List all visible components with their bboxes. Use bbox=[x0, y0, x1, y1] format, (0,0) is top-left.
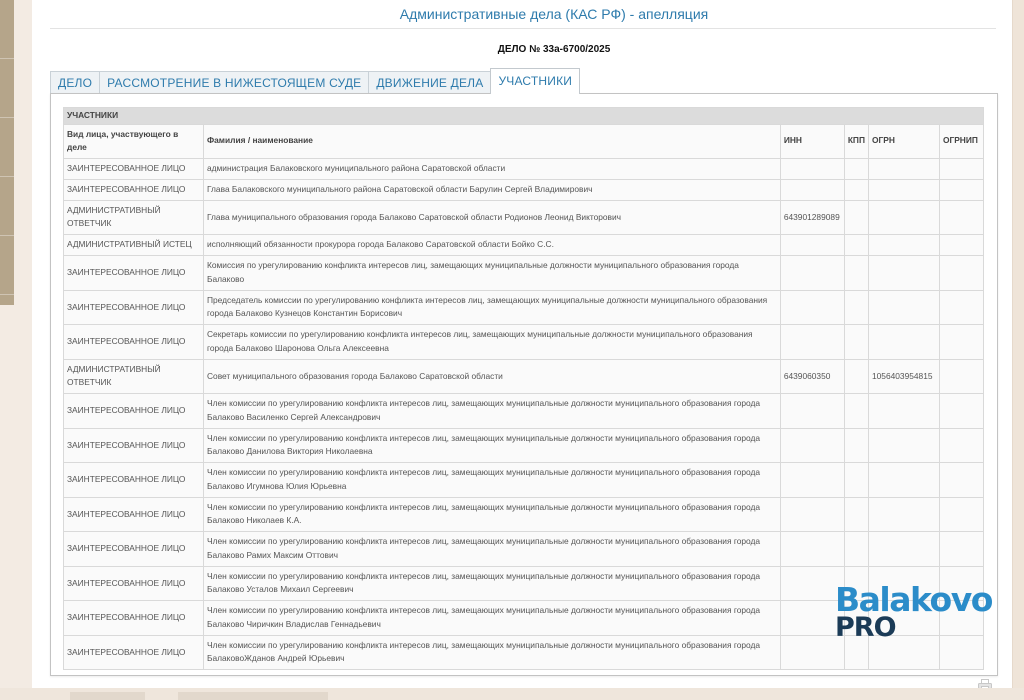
cell-kind: ЗАИНТЕРЕСОВАННОЕ ЛИЦО bbox=[64, 532, 204, 567]
tab-case-movement[interactable]: ДВИЖЕНИЕ ДЕЛА bbox=[368, 71, 491, 94]
cell-kpp bbox=[844, 463, 868, 498]
cell-ogrnip bbox=[939, 359, 983, 394]
cell-kind: ЗАИНТЕРЕСОВАННОЕ ЛИЦО bbox=[64, 179, 204, 200]
cell-kpp bbox=[844, 497, 868, 532]
right-decorative-strip bbox=[1012, 0, 1024, 700]
cell-kind: ЗАИНТЕРЕСОВАННОЕ ЛИЦО bbox=[64, 635, 204, 670]
cell-inn bbox=[780, 394, 844, 429]
cell-ogrn bbox=[868, 158, 939, 179]
table-row bbox=[64, 256, 984, 291]
cell-ogrnip bbox=[939, 256, 983, 291]
participants-panel bbox=[50, 93, 998, 676]
cell-kpp bbox=[844, 601, 868, 636]
cell-name: Член комиссии по урегулированию конфликта интересов лиц, замещающих муниципальные должности муниципального образования города БалаковоЖданов Андрей Юрьевич bbox=[203, 635, 780, 670]
cell-inn: 643901289089 bbox=[780, 200, 844, 235]
cell-ogrn bbox=[868, 325, 939, 360]
cell-ogrn bbox=[868, 235, 939, 256]
cell-inn: 6439060350 bbox=[780, 359, 844, 394]
cell-ogrnip bbox=[939, 290, 983, 325]
cell-kind: АДМИНИСТРАТИВНЫЙ ОТВЕТЧИК bbox=[64, 359, 204, 394]
cell-name: Член комиссии по урегулированию конфликта интересов лиц, замещающих муниципальные должности муниципального образования города Балаково Рамих Максим Оттович bbox=[203, 532, 780, 567]
header-divider bbox=[50, 28, 996, 29]
cell-name: Член комиссии по урегулированию конфликта интересов лиц, замещающих муниципальные должности муниципального образования города Балаково Николаев К.А. bbox=[203, 497, 780, 532]
cell-name: администрация Балаковского муниципального района Саратовской области bbox=[203, 158, 780, 179]
table-row bbox=[64, 566, 984, 601]
cell-kpp bbox=[844, 158, 868, 179]
cell-name: Секретарь комиссии по урегулированию конфликта интересов лиц, замещающих муниципальные должности муниципального образования города Балаково Шаронова Ольга Алексеевна bbox=[203, 325, 780, 360]
cell-inn bbox=[780, 179, 844, 200]
cell-ogrn bbox=[868, 290, 939, 325]
cell-kpp bbox=[844, 179, 868, 200]
cell-ogrn bbox=[868, 394, 939, 429]
tab-case[interactable]: ДЕЛО bbox=[50, 71, 100, 94]
cell-ogrnip bbox=[939, 635, 983, 670]
cell-name: Член комиссии по урегулированию конфликта интересов лиц, замещающих муниципальные должности муниципального образования города Балаково Чиричкин Владислав Геннадьевич bbox=[203, 601, 780, 636]
cell-name: Член комиссии по урегулированию конфликта интересов лиц, замещающих муниципальные должности муниципального образования города Балаково Усталов Михаил Сергеевич bbox=[203, 566, 780, 601]
cell-kind: ЗАИНТЕРЕСОВАННОЕ ЛИЦО bbox=[64, 158, 204, 179]
table-row bbox=[64, 325, 984, 360]
tab-bar bbox=[50, 68, 579, 94]
cell-kpp bbox=[844, 635, 868, 670]
table-row bbox=[64, 463, 984, 498]
column-header-name: Фамилия / наименование bbox=[203, 124, 780, 158]
watermark-line1: Balakovo bbox=[835, 580, 992, 619]
cell-kpp bbox=[844, 566, 868, 601]
cell-ogrnip bbox=[939, 601, 983, 636]
cell-ogrn bbox=[868, 200, 939, 235]
cell-inn bbox=[780, 235, 844, 256]
cell-ogrnip bbox=[939, 463, 983, 498]
cell-inn bbox=[780, 635, 844, 670]
table-row bbox=[64, 235, 984, 256]
cell-ogrnip bbox=[939, 158, 983, 179]
table-row bbox=[64, 601, 984, 636]
cell-ogrn bbox=[868, 532, 939, 567]
cell-name: Совет муниципального образования города Балаково Саратовской области bbox=[203, 359, 780, 394]
cell-kpp bbox=[844, 532, 868, 567]
cell-inn bbox=[780, 256, 844, 291]
cell-kpp bbox=[844, 235, 868, 256]
cell-kind: ЗАИНТЕРЕСОВАННОЕ ЛИЦО bbox=[64, 497, 204, 532]
cell-ogrnip bbox=[939, 497, 983, 532]
table-row bbox=[64, 158, 984, 179]
column-header-kind: Вид лица, участвующего в деле bbox=[64, 124, 204, 158]
cell-kpp bbox=[844, 256, 868, 291]
cell-ogrn bbox=[868, 179, 939, 200]
cell-ogrnip bbox=[939, 394, 983, 429]
cell-kind: ЗАИНТЕРЕСОВАННОЕ ЛИЦО bbox=[64, 256, 204, 291]
section-header-row bbox=[64, 108, 984, 125]
bottom-decorative-strip bbox=[0, 688, 1024, 700]
cell-kpp bbox=[844, 359, 868, 394]
cell-ogrn bbox=[868, 428, 939, 463]
cell-ogrnip bbox=[939, 428, 983, 463]
page-content bbox=[32, 0, 1012, 688]
left-background bbox=[0, 305, 14, 700]
column-header-row bbox=[64, 124, 984, 158]
table-row bbox=[64, 428, 984, 463]
cell-ogrn bbox=[868, 497, 939, 532]
cell-kind: ЗАИНТЕРЕСОВАННОЕ ЛИЦО bbox=[64, 601, 204, 636]
cell-ogrnip bbox=[939, 200, 983, 235]
cell-kind: ЗАИНТЕРЕСОВАННОЕ ЛИЦО bbox=[64, 290, 204, 325]
cell-ogrnip bbox=[939, 532, 983, 567]
table-row bbox=[64, 179, 984, 200]
page-title: Административные дела (КАС РФ) - апелляция bbox=[399, 6, 709, 22]
cell-kind: АДМИНИСТРАТИВНЫЙ ОТВЕТЧИК bbox=[64, 200, 204, 235]
table-row bbox=[64, 359, 984, 394]
participants-table bbox=[63, 107, 984, 670]
cell-kpp bbox=[844, 394, 868, 429]
table-row bbox=[64, 497, 984, 532]
cell-kind: ЗАИНТЕРЕСОВАННОЕ ЛИЦО bbox=[64, 325, 204, 360]
column-header-inn: ИНН bbox=[780, 124, 844, 158]
column-header-kpp: КПП bbox=[844, 124, 868, 158]
cell-kpp bbox=[844, 428, 868, 463]
cell-kpp bbox=[844, 290, 868, 325]
cell-inn bbox=[780, 566, 844, 601]
cell-kind: ЗАИНТЕРЕСОВАННОЕ ЛИЦО bbox=[64, 566, 204, 601]
table-row bbox=[64, 394, 984, 429]
section-title: УЧАСТНИКИ bbox=[64, 108, 984, 125]
cell-name: Глава муниципального образования города Балаково Саратовской области Родионов Леонид Викторович bbox=[203, 200, 780, 235]
cell-inn bbox=[780, 601, 844, 636]
cell-ogrnip bbox=[939, 235, 983, 256]
cell-inn bbox=[780, 497, 844, 532]
left-decorative-strip bbox=[0, 0, 14, 305]
cell-kpp bbox=[844, 325, 868, 360]
cell-inn bbox=[780, 532, 844, 567]
table-row bbox=[64, 532, 984, 567]
case-number: ДЕЛО № 33а-6700/2025 bbox=[497, 44, 611, 55]
cell-ogrn bbox=[868, 566, 939, 601]
cell-name: исполняющий обязанности прокурора города Балаково Саратовской области Бойко С.С. bbox=[203, 235, 780, 256]
cell-kpp bbox=[844, 200, 868, 235]
cell-name: Член комиссии по урегулированию конфликта интересов лиц, замещающих муниципальные должности муниципального образования города Балаково Игумнова Юлия Юрьевна bbox=[203, 463, 780, 498]
cell-ogrnip bbox=[939, 566, 983, 601]
cell-kind: ЗАИНТЕРЕСОВАННОЕ ЛИЦО bbox=[64, 463, 204, 498]
cell-name: Член комиссии по урегулированию конфликта интересов лиц, замещающих муниципальные должности муниципального образования города Балаково Василенко Сергей Александрович bbox=[203, 394, 780, 429]
cell-kind: АДМИНИСТРАТИВНЫЙ ИСТЕЦ bbox=[64, 235, 204, 256]
column-header-ogrn: ОГРН bbox=[868, 124, 939, 158]
cell-inn bbox=[780, 325, 844, 360]
table-row bbox=[64, 290, 984, 325]
cell-name: Комиссия по урегулированию конфликта интересов лиц, замещающих муниципальные должности муниципального образования города Балаково bbox=[203, 256, 780, 291]
cell-inn bbox=[780, 158, 844, 179]
cell-name: Председатель комиссии по урегулированию конфликта интересов лиц, замещающих муниципальные должности муниципального образования города Балаково Кузнецов Константин Борисович bbox=[203, 290, 780, 325]
table-row bbox=[64, 635, 984, 670]
cell-inn bbox=[780, 428, 844, 463]
cell-ogrn: 1056403954815 bbox=[868, 359, 939, 394]
cell-ogrnip bbox=[939, 179, 983, 200]
tab-participants[interactable]: УЧАСТНИКИ bbox=[490, 68, 580, 94]
cell-ogrn bbox=[868, 463, 939, 498]
cell-kind: ЗАИНТЕРЕСОВАННОЕ ЛИЦО bbox=[64, 428, 204, 463]
cell-ogrn bbox=[868, 256, 939, 291]
cell-ogrn bbox=[868, 601, 939, 636]
table-row bbox=[64, 200, 984, 235]
column-header-ogrnip: ОГРНИП bbox=[939, 124, 983, 158]
cell-ogrnip bbox=[939, 325, 983, 360]
cell-name: Глава Балаковского муниципального района Саратовской области Барулин Сергей Владимирович bbox=[203, 179, 780, 200]
watermark-line2: PRO bbox=[835, 612, 896, 643]
cell-inn bbox=[780, 290, 844, 325]
cell-kind: ЗАИНТЕРЕСОВАННОЕ ЛИЦО bbox=[64, 394, 204, 429]
cell-inn bbox=[780, 463, 844, 498]
tab-lower-court[interactable]: РАССМОТРЕНИЕ В НИЖЕСТОЯЩЕМ СУДЕ bbox=[99, 71, 369, 94]
cell-name: Член комиссии по урегулированию конфликта интересов лиц, замещающих муниципальные должности муниципального образования города Балаково Данилова Виктория Николаевна bbox=[203, 428, 780, 463]
cell-ogrn bbox=[868, 635, 939, 670]
